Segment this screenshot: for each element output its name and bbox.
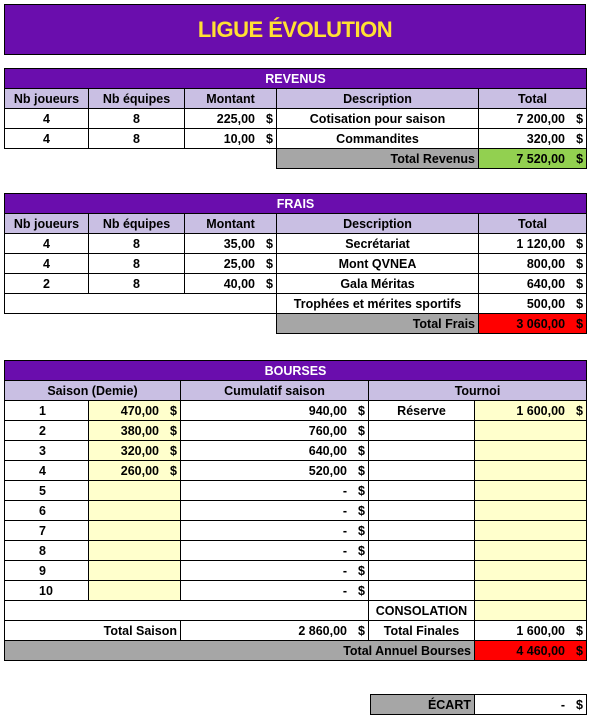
table-row: [5, 129, 587, 149]
cell-joueurs[interactable]: 4: [5, 109, 89, 129]
tournoi-input-cell[interactable]: [475, 541, 587, 561]
table-row: [5, 294, 587, 314]
ecart-table: [370, 694, 587, 715]
header-cumulatif: Cumulatif saison: [181, 381, 369, 401]
total-annuel-label: Total Annuel Bourses: [5, 641, 475, 661]
total-frais-value[interactable]: 3 060,00 $: [479, 314, 587, 334]
frais-table: [4, 193, 587, 334]
consolation-value[interactable]: [475, 601, 587, 621]
cell-cumul[interactable]: - $: [181, 501, 369, 521]
total-frais-label: Total Frais: [277, 314, 479, 334]
cell-equipes[interactable]: 8: [89, 254, 185, 274]
cell-joueurs[interactable]: 2: [5, 274, 89, 294]
cell-numero: 2: [5, 421, 89, 441]
cell-description[interactable]: Gala Méritas: [277, 274, 479, 294]
cell-numero: 10: [5, 581, 89, 601]
cell-total[interactable]: 7 200,00 $: [479, 109, 587, 129]
total-saison-value[interactable]: 2 860,00 $: [181, 621, 369, 641]
cell-cumul[interactable]: - $: [181, 581, 369, 601]
cell-cumul[interactable]: 760,00 $: [181, 421, 369, 441]
cell-cumul[interactable]: - $: [181, 541, 369, 561]
header-description: Description: [277, 89, 479, 109]
table-row: [5, 521, 587, 541]
bourses-table: [4, 360, 587, 661]
table-row: [5, 441, 587, 461]
header-montant: Montant: [185, 214, 277, 234]
cell-demie[interactable]: [89, 541, 181, 561]
cell-description[interactable]: Secrétariat: [277, 234, 479, 254]
header-tournoi: Tournoi: [369, 381, 587, 401]
bourses-section-title: BOURSES: [5, 361, 587, 381]
tournoi-input-cell[interactable]: [475, 421, 587, 441]
cell-joueurs[interactable]: 4: [5, 129, 89, 149]
cell-demie[interactable]: 470,00 $: [89, 401, 181, 421]
cell-montant[interactable]: 10,00 $: [185, 129, 277, 149]
page-title: LIGUE ÉVOLUTION: [197, 16, 393, 42]
total-annuel-value[interactable]: 4 460,00 $: [475, 641, 587, 661]
tournoi-input-cell[interactable]: [475, 461, 587, 481]
tournoi-input-cell[interactable]: [475, 501, 587, 521]
cell-cumul[interactable]: 640,00 $: [181, 441, 369, 461]
total-revenus-label: Total Revenus: [277, 149, 479, 169]
cell-total[interactable]: 320,00 $: [479, 129, 587, 149]
cell-demie[interactable]: 380,00 $: [89, 421, 181, 441]
cell-montant[interactable]: 25,00 $: [185, 254, 277, 274]
cell-equipes[interactable]: 8: [89, 129, 185, 149]
cell-total[interactable]: 640,00 $: [479, 274, 587, 294]
tournoi-input-cell[interactable]: [475, 521, 587, 541]
cell-total[interactable]: 800,00 $: [479, 254, 587, 274]
tournoi-input-cell[interactable]: [475, 481, 587, 501]
cell-cumul[interactable]: 940,00 $: [181, 401, 369, 421]
frais-section-title: FRAIS: [5, 194, 587, 214]
reserve-value[interactable]: 1 600,00 $: [475, 401, 587, 421]
cell-equipes[interactable]: 8: [89, 274, 185, 294]
total-finales-value[interactable]: 1 600,00 $: [475, 621, 587, 641]
cell-description[interactable]: Cotisation pour saison: [277, 109, 479, 129]
table-row: [5, 109, 587, 129]
table-row: [5, 541, 587, 561]
header-montant: Montant: [185, 89, 277, 109]
cell-total[interactable]: 500,00 $: [479, 294, 587, 314]
cell-demie[interactable]: [89, 521, 181, 541]
cell-numero: 1: [5, 401, 89, 421]
total-saison-label: Total Saison: [5, 621, 181, 641]
total-finales-label: Total Finales: [369, 621, 475, 641]
table-row: [5, 421, 587, 441]
cell-demie[interactable]: 260,00 $: [89, 461, 181, 481]
header-saison: Saison (Demie): [5, 381, 181, 401]
tournoi-input-cell[interactable]: [475, 441, 587, 461]
ecart-value[interactable]: - $: [475, 695, 587, 715]
table-row: [5, 274, 587, 294]
header-nb-joueurs: Nb joueurs: [5, 89, 89, 109]
ecart-label: ÉCART: [371, 695, 475, 715]
cell-description[interactable]: Mont QVNEA: [277, 254, 479, 274]
cell-cumul[interactable]: - $: [181, 561, 369, 581]
cell-demie[interactable]: [89, 501, 181, 521]
cell-demie[interactable]: [89, 481, 181, 501]
cell-montant[interactable]: 40,00 $: [185, 274, 277, 294]
cell-description[interactable]: Commandites: [277, 129, 479, 149]
total-revenus-value[interactable]: 7 520,00 $: [479, 149, 587, 169]
table-row: [5, 254, 587, 274]
cell-equipes[interactable]: 8: [89, 109, 185, 129]
header-nb-equipes: Nb équipes: [89, 214, 185, 234]
cell-numero: 7: [5, 521, 89, 541]
cell-equipes[interactable]: 8: [89, 234, 185, 254]
cell-montant[interactable]: 225,00 $: [185, 109, 277, 129]
table-row: [5, 581, 587, 601]
tournoi-input-cell[interactable]: [475, 561, 587, 581]
table-row: [5, 561, 587, 581]
cell-numero: 4: [5, 461, 89, 481]
cell-demie[interactable]: 320,00 $: [89, 441, 181, 461]
table-row: [5, 461, 587, 481]
header-total: Total: [479, 89, 587, 109]
revenus-section-title: REVENUS: [5, 69, 587, 89]
reserve-label: Réserve: [369, 401, 475, 421]
cell-numero: 8: [5, 541, 89, 561]
table-row: [5, 401, 587, 421]
header-description: Description: [277, 214, 479, 234]
revenus-table: [4, 68, 587, 169]
header-nb-joueurs: Nb joueurs: [5, 214, 89, 234]
title-banner: [4, 4, 586, 55]
cell-description[interactable]: Trophées et mérites sportifs: [277, 294, 479, 314]
cell-numero: 5: [5, 481, 89, 501]
cell-cumul[interactable]: - $: [181, 521, 369, 541]
cell-total[interactable]: 1 120,00 $: [479, 234, 587, 254]
cell-cumul[interactable]: - $: [181, 481, 369, 501]
cell-joueurs[interactable]: 4: [5, 254, 89, 274]
cell-joueurs[interactable]: 4: [5, 234, 89, 254]
consolation-label: CONSOLATION: [369, 601, 475, 621]
table-row: [5, 501, 587, 521]
table-row: [5, 481, 587, 501]
cell-numero: 9: [5, 561, 89, 581]
header-nb-equipes: Nb équipes: [89, 89, 185, 109]
cell-numero: 6: [5, 501, 89, 521]
cell-numero: 3: [5, 441, 89, 461]
cell-demie[interactable]: [89, 581, 181, 601]
cell-cumul[interactable]: 520,00 $: [181, 461, 369, 481]
cell-montant[interactable]: 35,00 $: [185, 234, 277, 254]
header-total: Total: [479, 214, 587, 234]
table-row: [5, 234, 587, 254]
tournoi-input-cell[interactable]: [475, 581, 587, 601]
cell-demie[interactable]: [89, 561, 181, 581]
